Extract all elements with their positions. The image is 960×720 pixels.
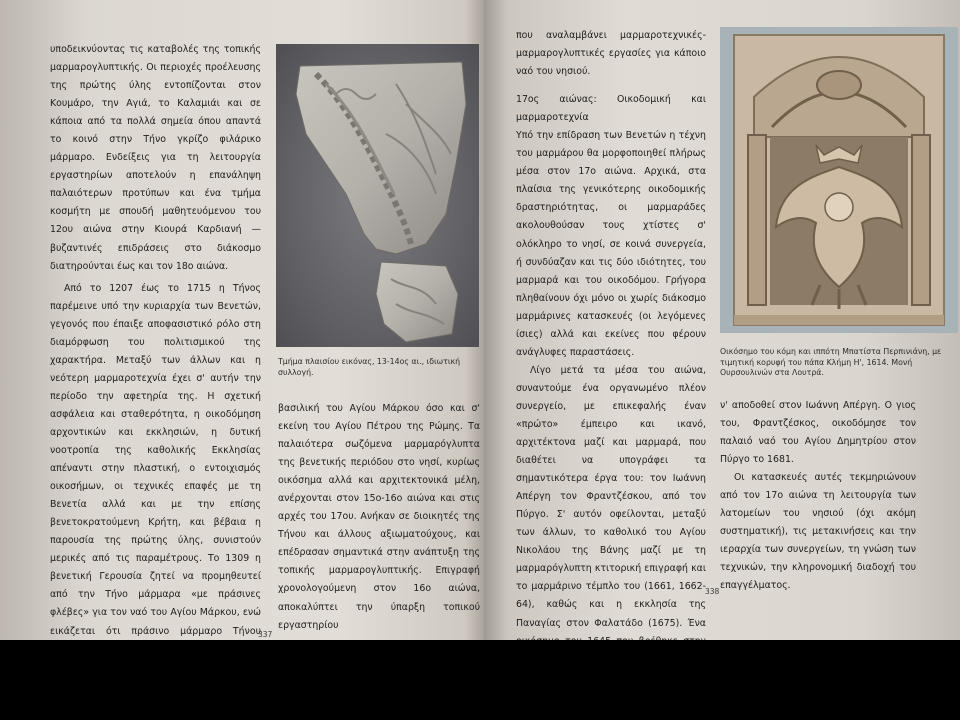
paragraph: υποδεικνύοντας τις καταβολές της τοπικής μαρμαρογλυπτικής. Οι περιοχές προέλευσης της πρώτης ύλης εντοπίζονται στον Κουμάρο, την Αγιά, το Καλαμιάι και σε κάποια από τα πολλά σημεία όπου απαντά το κοινό στην Τήνο γκρίζο φιλάρικο μάρμαρο. Ενδείξεις για τη λειτουργία εργαστηρίων αποτελούν η επανάληψη παλαιότερων προτύπων και ένα τμήμα κοσμήτη με σπουδή μαθητευόμενου του 12ου αιώνα στην Κιουρά Καρδιανή —βυζαντινές επιδράσεις στο διάκοσμο διατηρούνται έως και τον 18ο αιώνα. xyxy=(50,44,261,272)
paragraph: Υπό την επίδραση των Βενετών η τέχνη του μαρμάρου θα μορφοποιηθεί πλήρως μέσα στον 17ο αιώνα. Αρχικά, στα πλαίσια της γενικότερης οικοδομικής δραστηριότητας, οι μαρμαράδες ακολουθούσαν τους χτίστες σ' ολόκληρο το νησί, σε κοινά συνεργεία, ή συνδύαζαν και τις δύο ιδιότητες, του μαρμαρά και του οικοδόμου. Γρήγορα πληθαίνουν όχι μόνο οι χωρίς διάκοσμο μαρμάρινες κατασκευές (οι λεγόμενες ίσιες) αλλά και εκείνες που φέρουν ανάγλυφες παραστάσεις. xyxy=(516,130,706,358)
right-page-column-2 xyxy=(720,397,916,596)
marble-fragment-image xyxy=(276,44,479,347)
marble-fragment-photo xyxy=(276,44,479,347)
page-number-left: 337 xyxy=(258,630,273,639)
coat-of-arms-photo xyxy=(720,27,958,333)
left-page-column-1 xyxy=(50,41,261,659)
paragraph: Λίγο μετά τα μέσα του αιώνα, συναντούμε ένα οργανωμένο πλέον συνεργείο, με επικεφαλής έναν «πρώτο» έμπειρο και ικανό, αρχιτέκτονα μαζί και μαρμαρά, που διαθέτει να υπογράφει τα σημαντικότερα έργα του: τον Ιωάννη Απέργη τον Φραντζέσκου, από τον Πύργο. Σ' αυτόν οφείλονται, μεταξύ των άλλων, το καθολικό του Αγίου Νικολάου της Βάνης μαζί με τη μαρμαρόγλυπτη κτιτορική επιγραφή και το μαρμάρινο τέμπλο του (1661, 1662-64), καθώς και η εκκλησία της Παναγίας στον Φαλατάδο (1675). Ένα xyxy=(516,364,706,629)
right-page xyxy=(484,0,960,640)
left-photo-caption: Τμήμα πλαισίου εικόνας, 13-14ος αι., ιδιωτική συλλογή. xyxy=(278,357,461,377)
page-number-right: 338 xyxy=(705,587,720,596)
paragraph: Οι κατασκευές αυτές τεκμηριώνουν από τον 17ο αιώνα τη λειτουργία των λατομείων του νησιού (όχι ακόμη συστηματική), τις μετακινήσεις και την ιεραρχία των συνεργείων, τη γνώση των τεχνικών, την κληρονομική διαδοχή του επαγγέλματος. xyxy=(720,472,916,592)
paragraph: που αναλαμβάνει μαρμαροτεχνικές-μαρμαρογλυπτικές εργασίες για κάποιο ναό του νησιού. xyxy=(516,30,706,78)
paragraph: Από το 1207 έως το 1715 η Τήνος παρέμεινε υπό την κυριαρχία των Βενετών, γεγονός που έπαιξε αποφασιστικό ρόλο στη διαμόρφωση του πολιτισμικού της χαρακτήρα. Μεταξύ των άλλων και η νεότερη μαρμαροτεχνία έχει σ' αυτήν την περίοδο την αφετηρία της. Η σχετική ασφάλεια και σταθερότητα, η οικοδόμηση αρχοντικών και εκκλησιών, η δυτική νοοτροπία της καθολικής Εκκλησίας απέναντι στην πλαστική, ο εντοιχισμός οικοσήμων, οι τεχνικές επαφές με τη Βενετία αλλά και με την επίσης βενετοκρατούμενη Κρήτη, και βέβαια η παρουσία της πρώτης ύλης, συνιστούν μερικές από τις παραμέτρους. Το 1309 η βενετική Γερουσία ζητεί να προμηθευτεί από την Τήνο μάρμαρα «με πράσινες φλέβες» για τον ναό του Αγίου Μάρκου, ενώ εικάζεται ότι πράσινο μάρμαρο Τήνου xyxy=(50,282,261,637)
section-heading: 17ος αιώνας: Οικοδομική και μαρμαροτεχνία xyxy=(516,94,706,124)
right-page-column-1 xyxy=(516,27,706,687)
black-letterbox-bar xyxy=(0,640,960,720)
left-page xyxy=(0,0,484,640)
left-page-column-2 xyxy=(278,400,480,635)
paragraph: ν' αποδοθεί στον Ιωάννη Απέργη. Ο γιος του, Φραντζέσκος, οικοδόμησε τον παλαιό ναό του Αγίου Δημητρίου στον Πύργο το 1681. xyxy=(720,400,916,466)
paragraph: βασιλική του Αγίου Μάρκου όσο και σ' εκείνη του Αγίου Πέτρου της Ρώμης. Τα παλαιότερα σωζόμενα μαρμαρόγλυπτα της βενετικής περιόδου στο νησί, κυρίως οικόσημα αλλά και αρχιτεκτονικά μέλη, ανέρχονται στον 15ο-16ο αιώνα και στις αρχές του 17ου. Ανήκαν σε διοικητές της Τήνου και άλλους αξιωματούχους, και επέδρασαν σημαντικά στην ανάπτυξη της τοπικής μαρμαρογλυπτικής. Επιγραφή χρονολογούμενη στον 16ο αιώνα, αποκαλύπτει την ύπαρξη τοπικού εργαστηρίου xyxy=(278,403,480,631)
coat-of-arms-image xyxy=(720,27,958,333)
right-photo-caption: Οικόσημο του κόμη και ιππότη Μπατίστα Περπινιάνη, με τιμητική κορυφή του πάπα Κλήμη Η', 1614. Μονή Ουρσουλινών στα Λουτρά. xyxy=(720,347,942,377)
